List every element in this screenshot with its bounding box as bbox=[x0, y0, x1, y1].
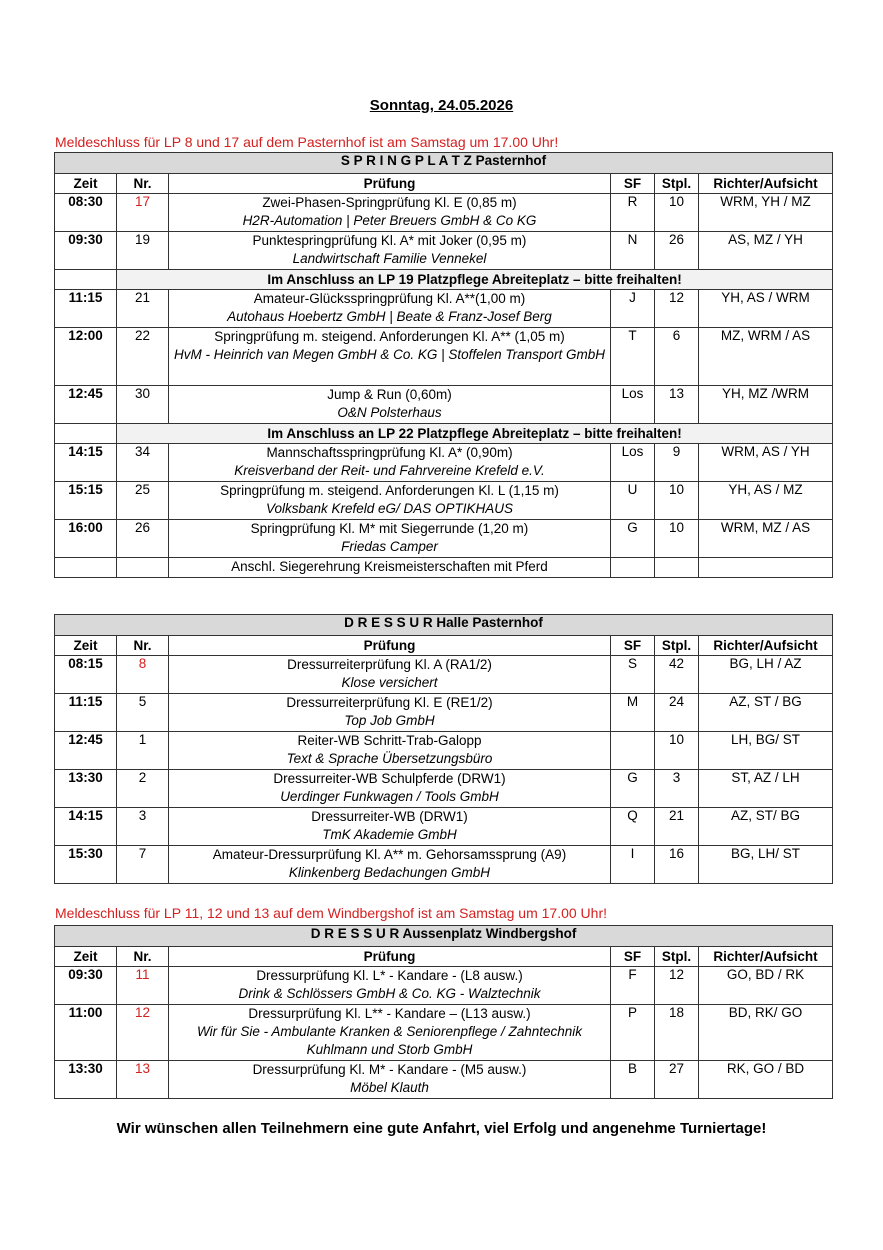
venue-title: D R E S S U R Aussenplatz Windbergshof bbox=[55, 926, 833, 947]
table-row bbox=[55, 328, 833, 386]
row-time: 11:15 bbox=[55, 694, 117, 732]
table-row bbox=[55, 1005, 833, 1061]
row-number: 11 bbox=[117, 967, 169, 1005]
row-stpl: 3 bbox=[655, 770, 699, 808]
row-judges: WRM, YH / MZ bbox=[699, 194, 833, 232]
col-header-exam: Prüfung bbox=[169, 174, 611, 194]
row-time: 09:30 bbox=[55, 967, 117, 1005]
col-header-sf: SF bbox=[611, 636, 655, 656]
row-exam-cell bbox=[169, 520, 611, 558]
row-judges bbox=[699, 558, 833, 578]
row-sponsor: Klose versichert bbox=[341, 675, 438, 690]
row-time: 11:00 bbox=[55, 1005, 117, 1061]
col-header-sf: SF bbox=[611, 947, 655, 967]
row-exam-cell bbox=[169, 386, 611, 424]
row-exam-cell bbox=[169, 558, 611, 578]
row-stpl: 27 bbox=[655, 1061, 699, 1099]
row-time: 16:00 bbox=[55, 520, 117, 558]
row-number: 12 bbox=[117, 1005, 169, 1061]
row-time: 12:45 bbox=[55, 732, 117, 770]
closing-message: Wir wünschen allen Teilnehmern eine gute Anfahrt, viel Erfolg und angenehme Turniertage! bbox=[116, 1120, 767, 1137]
row-stpl: 12 bbox=[655, 290, 699, 328]
table-row bbox=[55, 1061, 833, 1099]
row-stpl: 21 bbox=[655, 808, 699, 846]
header-row bbox=[55, 174, 833, 194]
table-row bbox=[55, 770, 833, 808]
row-exam: Dressurreiter-WB Schulpferde (DRW1) bbox=[273, 771, 506, 786]
table-row bbox=[55, 558, 833, 578]
note-spacer bbox=[55, 424, 117, 444]
schedule-table-springplatz bbox=[54, 152, 833, 578]
row-time: 14:15 bbox=[55, 808, 117, 846]
row-exam: Amateur-Dressurprüfung Kl. A** m. Gehorsamssprung (A9) bbox=[212, 847, 567, 862]
row-exam: Reiter-WB Schritt-Trab-Galopp bbox=[297, 733, 482, 748]
row-exam-cell bbox=[169, 482, 611, 520]
note-text: Im Anschluss an LP 19 Platzpflege Abreiteplatz – bitte freihalten! bbox=[117, 270, 833, 290]
row-exam: Mannschaftsspringprüfung Kl. A* (0,90m) bbox=[266, 445, 513, 460]
row-stpl: 9 bbox=[655, 444, 699, 482]
row-exam-cell bbox=[169, 444, 611, 482]
table-row bbox=[55, 444, 833, 482]
schedule-table-dressur-aussenplatz bbox=[54, 925, 833, 1099]
row-exam-cell bbox=[169, 967, 611, 1005]
row-time: 13:30 bbox=[55, 770, 117, 808]
row-sponsor: O&N Polsterhaus bbox=[337, 405, 442, 420]
row-sponsor: Top Job GmbH bbox=[344, 713, 435, 728]
row-number: 3 bbox=[117, 808, 169, 846]
venue-row bbox=[55, 153, 833, 174]
row-sf: Los bbox=[611, 444, 655, 482]
col-header-stpl: Stpl. bbox=[655, 636, 699, 656]
table-row bbox=[55, 194, 833, 232]
row-exam: Amateur-Glücksspringprüfung Kl. A**(1,00 m) bbox=[253, 291, 526, 306]
venue-row bbox=[55, 615, 833, 636]
row-stpl: 13 bbox=[655, 386, 699, 424]
row-time: 15:30 bbox=[55, 846, 117, 884]
col-header-exam: Prüfung bbox=[169, 636, 611, 656]
row-stpl: 26 bbox=[655, 232, 699, 270]
row-judges: BG, LH/ ST bbox=[699, 846, 833, 884]
row-judges: WRM, AS / YH bbox=[699, 444, 833, 482]
entry-deadline-notice-1: Meldeschluss für LP 8 und 17 auf dem Pasternhof ist am Samstag um 17.00 Uhr! bbox=[55, 134, 559, 150]
row-time: 08:30 bbox=[55, 194, 117, 232]
row-judges: RK, GO / BD bbox=[699, 1061, 833, 1099]
note-text: Im Anschluss an LP 22 Platzpflege Abreiteplatz – bitte freihalten! bbox=[117, 424, 833, 444]
row-sponsor: Wir für Sie - Ambulante Kranken & Seniorenpflege / Zahntechnik Kuhlmann und Storb GmbH bbox=[196, 1024, 583, 1057]
row-stpl: 10 bbox=[655, 732, 699, 770]
table-row bbox=[55, 694, 833, 732]
row-exam: Jump & Run (0,60m) bbox=[327, 387, 452, 402]
row-sf bbox=[611, 732, 655, 770]
row-exam-cell bbox=[169, 732, 611, 770]
row-exam-cell bbox=[169, 1005, 611, 1061]
row-sponsor: Kreisverband der Reit- und Fahrvereine Krefeld e.V. bbox=[234, 463, 545, 478]
row-sf: R bbox=[611, 194, 655, 232]
row-exam: Dressurprüfung Kl. M* - Kandare - (M5 ausw.) bbox=[252, 1062, 527, 1077]
row-exam: Springprüfung m. steigend. Anforderungen Kl. A** (1,05 m) bbox=[214, 329, 565, 344]
row-exam: Springprüfung Kl. M* mit Siegerrunde (1,20 m) bbox=[250, 521, 529, 536]
row-sf: Q bbox=[611, 808, 655, 846]
row-time: 12:45 bbox=[55, 386, 117, 424]
row-number: 1 bbox=[117, 732, 169, 770]
row-judges: BD, RK/ GO bbox=[699, 1005, 833, 1061]
col-header-exam: Prüfung bbox=[169, 947, 611, 967]
table-row bbox=[55, 386, 833, 424]
row-stpl: 16 bbox=[655, 846, 699, 884]
row-sf: I bbox=[611, 846, 655, 884]
row-time: 08:15 bbox=[55, 656, 117, 694]
table-row bbox=[55, 732, 833, 770]
row-stpl: 6 bbox=[655, 328, 699, 386]
row-number: 34 bbox=[117, 444, 169, 482]
table-row bbox=[55, 232, 833, 270]
row-sponsor: TmK Akademie GmbH bbox=[322, 827, 457, 842]
row-sponsor: Volksbank Krefeld eG/ DAS OPTIKHAUS bbox=[265, 501, 514, 516]
row-exam-cell bbox=[169, 808, 611, 846]
row-judges: AS, MZ / YH bbox=[699, 232, 833, 270]
row-exam: Springprüfung m. steigend. Anforderungen Kl. L (1,15 m) bbox=[220, 483, 559, 498]
row-sf: U bbox=[611, 482, 655, 520]
row-sf bbox=[611, 558, 655, 578]
page-title: Sonntag, 24.05.2026 bbox=[369, 97, 514, 114]
schedule-table-dressur-halle bbox=[54, 614, 833, 884]
row-exam: Dressurprüfung Kl. L** - Kandare – (L13 ausw.) bbox=[248, 1006, 531, 1021]
row-sf: S bbox=[611, 656, 655, 694]
entry-deadline-notice-2: Meldeschluss für LP 11, 12 und 13 auf dem Windbergshof ist am Samstag um 17.00 Uhr! bbox=[55, 905, 607, 921]
row-exam: Punktespringprüfung Kl. A* mit Joker (0,95 m) bbox=[252, 233, 527, 248]
row-number: 19 bbox=[117, 232, 169, 270]
row-judges: GO, BD / RK bbox=[699, 967, 833, 1005]
row-exam: Zwei-Phasen-Springprüfung Kl. E (0,85 m) bbox=[262, 195, 517, 210]
row-exam-cell bbox=[169, 290, 611, 328]
row-sf: G bbox=[611, 770, 655, 808]
row-stpl: 42 bbox=[655, 656, 699, 694]
row-exam: Anschl. Siegerehrung Kreismeisterschaften mit Pferd bbox=[231, 559, 548, 574]
col-header-sf: SF bbox=[611, 174, 655, 194]
row-stpl: 10 bbox=[655, 194, 699, 232]
row-exam-cell bbox=[169, 656, 611, 694]
row-sf: B bbox=[611, 1061, 655, 1099]
row-number bbox=[117, 558, 169, 578]
row-sponsor: Autohaus Hoebertz GmbH | Beate & Franz-Josef Berg bbox=[227, 309, 552, 324]
table-row bbox=[55, 290, 833, 328]
row-sponsor: H2R-Automation | Peter Breuers GmbH & Co KG bbox=[242, 213, 537, 228]
row-exam-cell bbox=[169, 232, 611, 270]
row-sf: J bbox=[611, 290, 655, 328]
col-header-time: Zeit bbox=[55, 636, 117, 656]
row-sf: Los bbox=[611, 386, 655, 424]
row-stpl: 12 bbox=[655, 967, 699, 1005]
row-exam: Dressurreiterprüfung Kl. A (RA1/2) bbox=[287, 657, 492, 672]
row-number: 25 bbox=[117, 482, 169, 520]
row-number: 13 bbox=[117, 1061, 169, 1099]
venue-row bbox=[55, 926, 833, 947]
row-judges: BG, LH / AZ bbox=[699, 656, 833, 694]
row-sponsor: Text & Sprache Übersetzungsbüro bbox=[286, 751, 493, 766]
row-sf: G bbox=[611, 520, 655, 558]
row-sponsor: Friedas Camper bbox=[341, 539, 438, 554]
table-row bbox=[55, 967, 833, 1005]
row-exam: Dressurreiter-WB (DRW1) bbox=[311, 809, 468, 824]
row-time bbox=[55, 558, 117, 578]
col-header-judges: Richter/Aufsicht bbox=[699, 636, 833, 656]
row-sf: M bbox=[611, 694, 655, 732]
row-time: 13:30 bbox=[55, 1061, 117, 1099]
row-stpl bbox=[655, 558, 699, 578]
row-sponsor: Uerdinger Funkwagen / Tools GmbH bbox=[280, 789, 499, 804]
row-number: 8 bbox=[117, 656, 169, 694]
row-exam-cell bbox=[169, 694, 611, 732]
row-sf: N bbox=[611, 232, 655, 270]
row-judges: YH, AS / MZ bbox=[699, 482, 833, 520]
venue-title: D R E S S U R Halle Pasternhof bbox=[55, 615, 833, 636]
row-time: 12:00 bbox=[55, 328, 117, 386]
row-judges: MZ, WRM / AS bbox=[699, 328, 833, 386]
row-exam: Dressurprüfung Kl. L* - Kandare - (L8 ausw.) bbox=[256, 968, 523, 983]
note-row bbox=[55, 424, 833, 444]
row-time: 15:15 bbox=[55, 482, 117, 520]
row-sponsor: Drink & Schlössers GmbH & Co. KG - Walztechnik bbox=[238, 986, 541, 1001]
col-header-judges: Richter/Aufsicht bbox=[699, 947, 833, 967]
row-exam: Dressurreiterprüfung Kl. E (RE1/2) bbox=[286, 695, 493, 710]
col-header-nr: Nr. bbox=[117, 174, 169, 194]
row-number: 26 bbox=[117, 520, 169, 558]
row-judges: AZ, ST / BG bbox=[699, 694, 833, 732]
row-number: 2 bbox=[117, 770, 169, 808]
col-header-judges: Richter/Aufsicht bbox=[699, 174, 833, 194]
note-spacer bbox=[55, 270, 117, 290]
col-header-nr: Nr. bbox=[117, 636, 169, 656]
row-time: 14:15 bbox=[55, 444, 117, 482]
row-sponsor: Möbel Klauth bbox=[350, 1080, 429, 1095]
row-exam-cell bbox=[169, 328, 611, 386]
table-row bbox=[55, 656, 833, 694]
row-sponsor: Landwirtschaft Familie Vennekel bbox=[292, 251, 487, 266]
row-sponsor: Klinkenberg Bedachungen GmbH bbox=[288, 865, 491, 880]
col-header-time: Zeit bbox=[55, 947, 117, 967]
table-row bbox=[55, 846, 833, 884]
row-number: 30 bbox=[117, 386, 169, 424]
header-row bbox=[55, 947, 833, 967]
row-number: 21 bbox=[117, 290, 169, 328]
row-judges: ST, AZ / LH bbox=[699, 770, 833, 808]
row-stpl: 24 bbox=[655, 694, 699, 732]
row-number: 17 bbox=[117, 194, 169, 232]
col-header-nr: Nr. bbox=[117, 947, 169, 967]
row-judges: AZ, ST/ BG bbox=[699, 808, 833, 846]
table-row bbox=[55, 482, 833, 520]
row-sf: T bbox=[611, 328, 655, 386]
note-row bbox=[55, 270, 833, 290]
row-judges: YH, MZ /WRM bbox=[699, 386, 833, 424]
col-header-stpl: Stpl. bbox=[655, 174, 699, 194]
row-time: 09:30 bbox=[55, 232, 117, 270]
row-stpl: 18 bbox=[655, 1005, 699, 1061]
row-number: 22 bbox=[117, 328, 169, 386]
row-sf: P bbox=[611, 1005, 655, 1061]
col-header-stpl: Stpl. bbox=[655, 947, 699, 967]
header-row bbox=[55, 636, 833, 656]
col-header-time: Zeit bbox=[55, 174, 117, 194]
row-exam-cell bbox=[169, 194, 611, 232]
row-judges: YH, AS / WRM bbox=[699, 290, 833, 328]
row-stpl: 10 bbox=[655, 482, 699, 520]
row-number: 7 bbox=[117, 846, 169, 884]
row-time: 11:15 bbox=[55, 290, 117, 328]
row-judges: LH, BG/ ST bbox=[699, 732, 833, 770]
table-row bbox=[55, 520, 833, 558]
row-judges: WRM, MZ / AS bbox=[699, 520, 833, 558]
row-exam-cell bbox=[169, 846, 611, 884]
row-exam-cell bbox=[169, 770, 611, 808]
row-sf: F bbox=[611, 967, 655, 1005]
row-exam-cell bbox=[169, 1061, 611, 1099]
table-row bbox=[55, 808, 833, 846]
venue-title: S P R I N G P L A T Z Pasternhof bbox=[55, 153, 833, 174]
row-number: 5 bbox=[117, 694, 169, 732]
row-stpl: 10 bbox=[655, 520, 699, 558]
row-sponsor: HvM - Heinrich van Megen GmbH & Co. KG | Stoffelen Transport GmbH bbox=[174, 347, 605, 362]
